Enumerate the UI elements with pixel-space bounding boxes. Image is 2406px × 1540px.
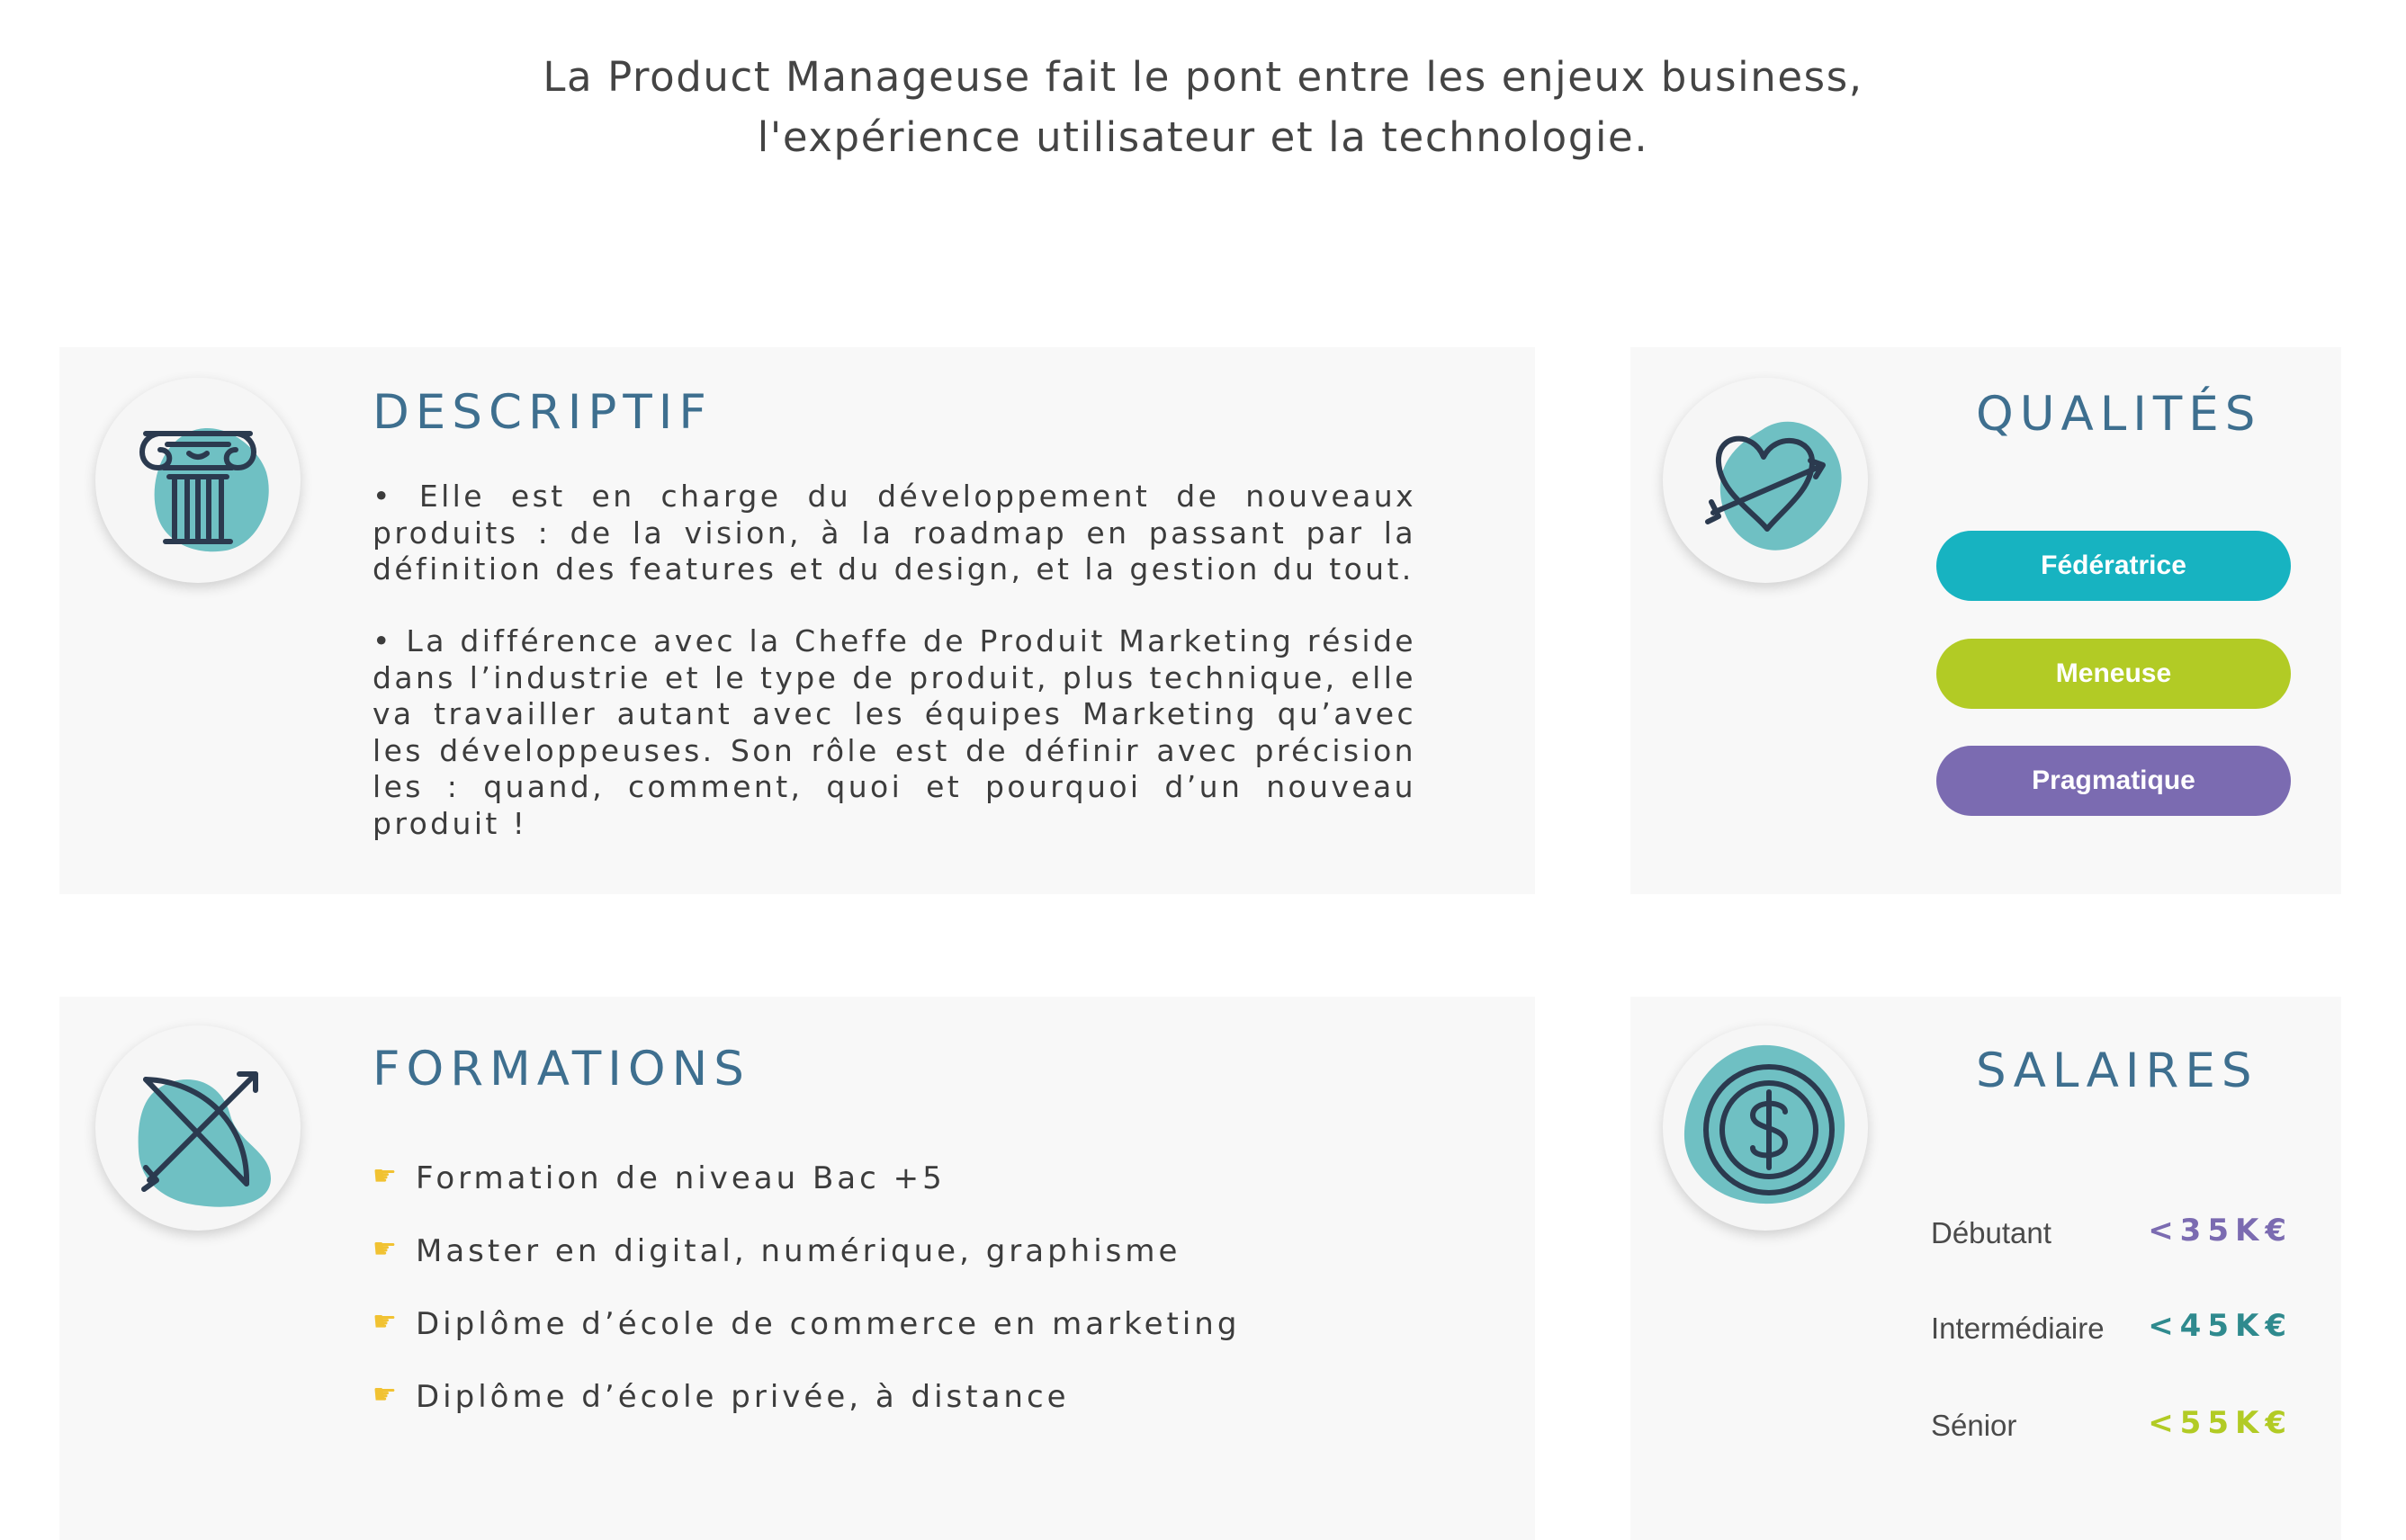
formation-label: Master en digital, numérique, graphisme [416, 1233, 1181, 1269]
formations-title: FORMATIONS [373, 1042, 750, 1097]
salaire-label-debutant: Débutant [1931, 1216, 2051, 1249]
pointing-hand-icon: ☛ [373, 1160, 400, 1192]
intro-line-2: l'expérience utilisateur et la technologie. [757, 113, 1649, 161]
formation-item [373, 1379, 1240, 1452]
descriptif-title: DESCRIPTIF [373, 385, 713, 440]
pointing-hand-icon: ☛ [373, 1233, 400, 1265]
pointing-hand-icon: ☛ [373, 1379, 400, 1410]
descriptif-paragraph-2: • La différence avec la Cheffe de Produit Marketing réside dans l’industrie et le type de produit, plus technique, elle va travailler autant avec les équipes Marketing qu’avec les développeuses. Son rôle est de définir avec précision les : quand, comment, quoi et pourquoi d’un nouveau produit ! [373, 623, 1416, 841]
salaires-title: SALAIRES [1976, 1043, 2258, 1098]
formation-label: Formation de niveau Bac +5 [416, 1160, 946, 1196]
bow-arrow-icon [95, 1025, 301, 1231]
salaire-label-senior: Sénior [1931, 1409, 2017, 1442]
formation-label: Diplôme d’école de commerce en marketing [416, 1306, 1241, 1342]
salaire-label-intermediaire: Intermédiaire [1931, 1312, 2105, 1345]
qualites-title: QUALITÉS [1976, 387, 2262, 442]
formation-item [373, 1233, 1240, 1306]
heart-arrow-icon [1663, 378, 1868, 583]
intro-text [0, 47, 2406, 167]
ionic-column-icon [95, 378, 301, 583]
intro-line-1: La Product Manageuse fait le pont entre les enjeux business, [543, 53, 1863, 101]
formation-item [373, 1306, 1240, 1379]
descriptif-paragraph-1: • Elle est en charge du développement de nouveaux produits : de la vision, à la roadmap en passant par la définition des features et du design, et la gestion du tout. [373, 479, 1416, 586]
qualite-pill-federatrice: Fédératrice [1936, 531, 2291, 601]
salaire-value-debutant: <35K€ [2148, 1213, 2293, 1249]
formation-label: Diplôme d’école privée, à distance [416, 1379, 1070, 1415]
qualite-pill-pragmatique: Pragmatique [1936, 746, 2291, 816]
salaire-value-intermediaire: <45K€ [2148, 1308, 2293, 1344]
formation-item [373, 1160, 1240, 1233]
qualite-pill-meneuse: Meneuse [1936, 639, 2291, 709]
formations-list [373, 1160, 1240, 1452]
pointing-hand-icon: ☛ [373, 1306, 400, 1338]
salaire-value-senior: <55K€ [2148, 1405, 2293, 1441]
dollar-coin-icon [1663, 1025, 1868, 1231]
